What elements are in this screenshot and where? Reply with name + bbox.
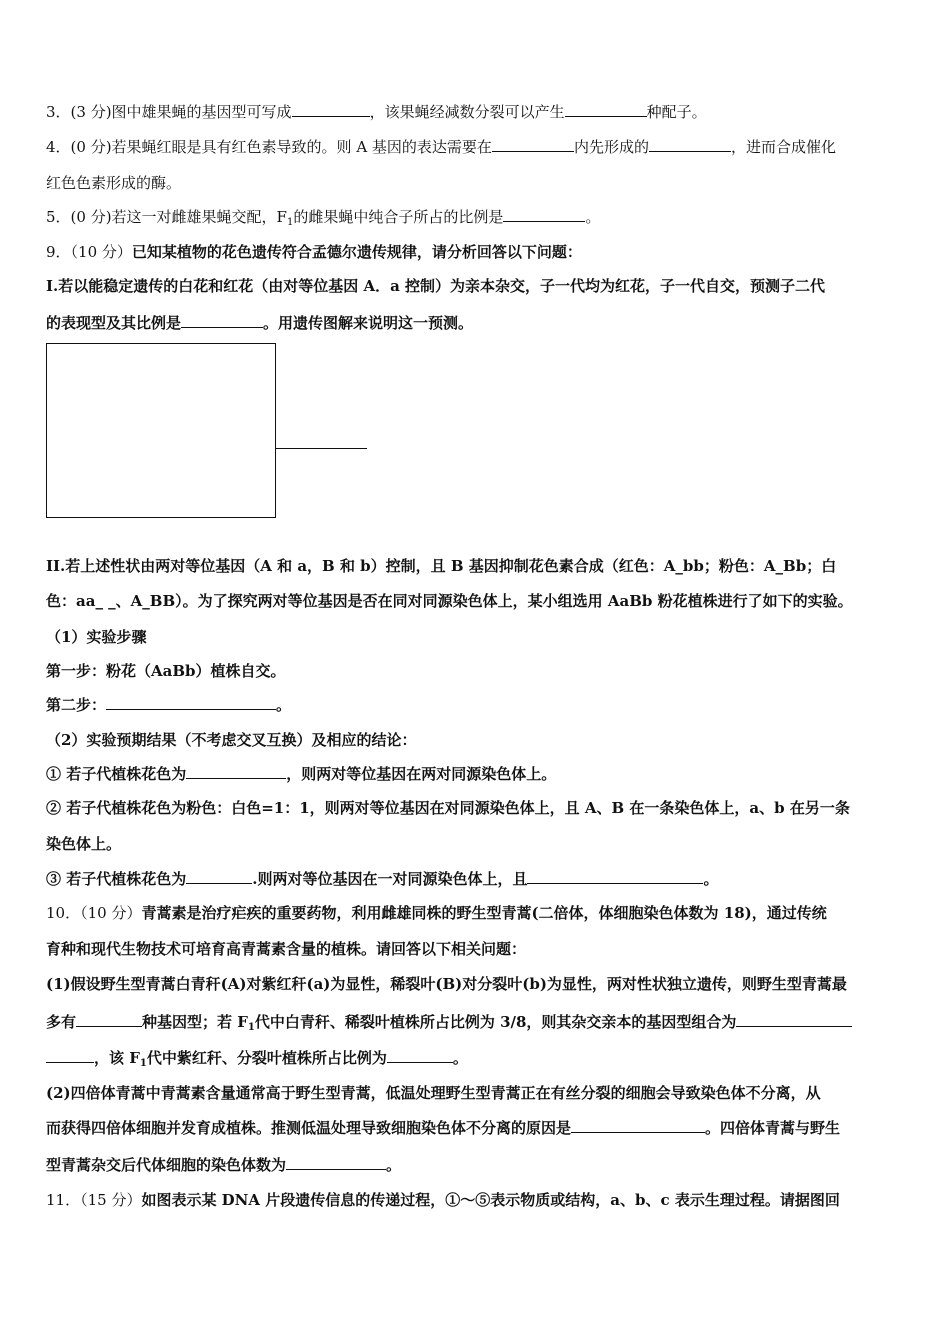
question-3: 3．(3 分)图中雄果蝇的基因型可写成 ，该果蝇经减数分裂可以产生 种配子。 xyxy=(46,103,707,121)
answer-blank[interactable] xyxy=(292,102,370,117)
question-9-part1: I.若以能稳定遗传的白花和红花（由对等位基因 A．a 控制）为亲本杂交，子一代均为红花，子一代自交，预测子二代 xyxy=(46,277,826,295)
experiment-steps-title: （1）实验步骤 xyxy=(46,628,147,646)
question-4: 4．(0 分)若果蝇红眼是具有红色素导致的。则 A 基因的表达需要在 内先形成的 ，进而合成催化 xyxy=(46,138,836,156)
question-10-part2-cont: 而获得四倍体细胞并发育成植株。推测低温处理导致细胞染色体不分离的原因是 。四倍体青蒿与野生 xyxy=(46,1119,841,1137)
answer-blank[interactable] xyxy=(286,1155,386,1170)
genetic-diagram-answer-box[interactable] xyxy=(46,343,276,518)
question-4-cont: 红色色素形成的酶。 xyxy=(46,174,182,192)
answer-blank[interactable] xyxy=(387,1048,453,1063)
experiment-step-2: 第二步： 。 xyxy=(46,696,292,714)
answer-blank[interactable] xyxy=(565,102,647,117)
answer-blank[interactable] xyxy=(527,869,703,884)
answer-blank[interactable] xyxy=(503,207,585,222)
result-2-cont: 染色体上。 xyxy=(46,835,122,853)
answer-blank[interactable] xyxy=(181,313,263,328)
question-10-part2: (2)四倍体青蒿中青蒿素含量通常高于野生型青蒿，低温处理野生型青蒿正在有丝分裂的细胞会导致染色体不分离，从 xyxy=(46,1084,821,1102)
question-9-part2: II.若上述性状由两对等位基因（A 和 a，B 和 b）控制，且 B 基因抑制花色素合成（红色：A_bb；粉色：A_Bb；白 xyxy=(46,557,837,575)
answer-blank[interactable] xyxy=(106,695,276,710)
question-9-title: 9．（10 分）已知某植物的花色遗传符合孟德尔遗传规律，请分析回答以下问题： xyxy=(46,243,582,261)
question-10-part1: (1)假设野生型青蒿白青秆(A)对紫红秆(a)为显性，稀裂叶(B)对分裂叶(b)为显性，两对性状独立遗传，则野生型青蒿最 xyxy=(46,975,847,993)
expected-results-title: （2）实验预期结果（不考虑交叉互换）及相应的结论： xyxy=(46,731,417,749)
experiment-step-1: 第一步：粉花（AaBb）植株自交。 xyxy=(46,662,286,680)
question-5: 5．(0 分)若这一对雌雄果蝇交配，$F_1$的雌果蝇中纯合子所占的比例是 。 xyxy=(46,208,601,227)
answer-blank[interactable] xyxy=(492,137,574,152)
result-3: ③ 若子代植株花色为 .则两对等位基因在一对同源染色体上，且 。 xyxy=(46,870,719,888)
answer-blank[interactable] xyxy=(571,1118,705,1133)
answer-blank[interactable] xyxy=(649,137,731,152)
answer-blank[interactable] xyxy=(186,869,252,884)
answer-blank[interactable] xyxy=(736,1012,852,1027)
answer-blank[interactable] xyxy=(186,764,286,779)
answer-blank[interactable] xyxy=(76,1012,142,1027)
result-1: ① 若子代植株花色为 ，则两对等位基因在两对同源染色体上。 xyxy=(46,765,557,783)
question-10-part1-cont: 多有 种基因型；若 $F_1$代中白青秆、稀裂叶植株所占比例为 3/8，则其杂交亲本的基因型组合为 xyxy=(46,1012,906,1032)
question-9-part1-cont: 的表现型及其比例是 。用遗传图解来说明这一预测。 xyxy=(46,314,474,332)
result-2: ② 若子代植株花色为粉色：白色=1：1，则两对等位基因在对同源染色体上，且 A、B 在一条染色体上，a、b 在另一条 xyxy=(46,799,850,817)
question-10-title-cont: 育种和现代生物技术可培育高青蒿素含量的植株。请回答以下相关问题： xyxy=(46,940,527,958)
question-9-part2-cont: 色：aa_ _、A_BB）。为了探究两对等位基因是否在同对同源染色体上，某小组选用 AaBb 粉花植株进行了如下的实验。 xyxy=(46,592,853,610)
question-10-part2-cont2: 型青蒿杂交后代体细胞的染色体数为 。 xyxy=(46,1156,402,1174)
diagram-connector-line xyxy=(275,448,367,449)
answer-blank[interactable] xyxy=(46,1048,94,1063)
question-10-part1-cont2: ，该 $F_1$代中紫红秆、分裂叶植株所占比例为 。 xyxy=(46,1048,906,1068)
question-11-title: 11．（15 分）如图表示某 DNA 片段遗传信息的传递过程，①～⑤表示物质或结构，a、b、c 表示生理过程。请据图回 xyxy=(46,1191,840,1209)
question-10-title: 10．（10 分）青蒿素是治疗疟疾的重要药物，利用雌雄同株的野生型青蒿(二倍体，体细胞染色体数为 18)，通过传统 xyxy=(46,904,827,922)
